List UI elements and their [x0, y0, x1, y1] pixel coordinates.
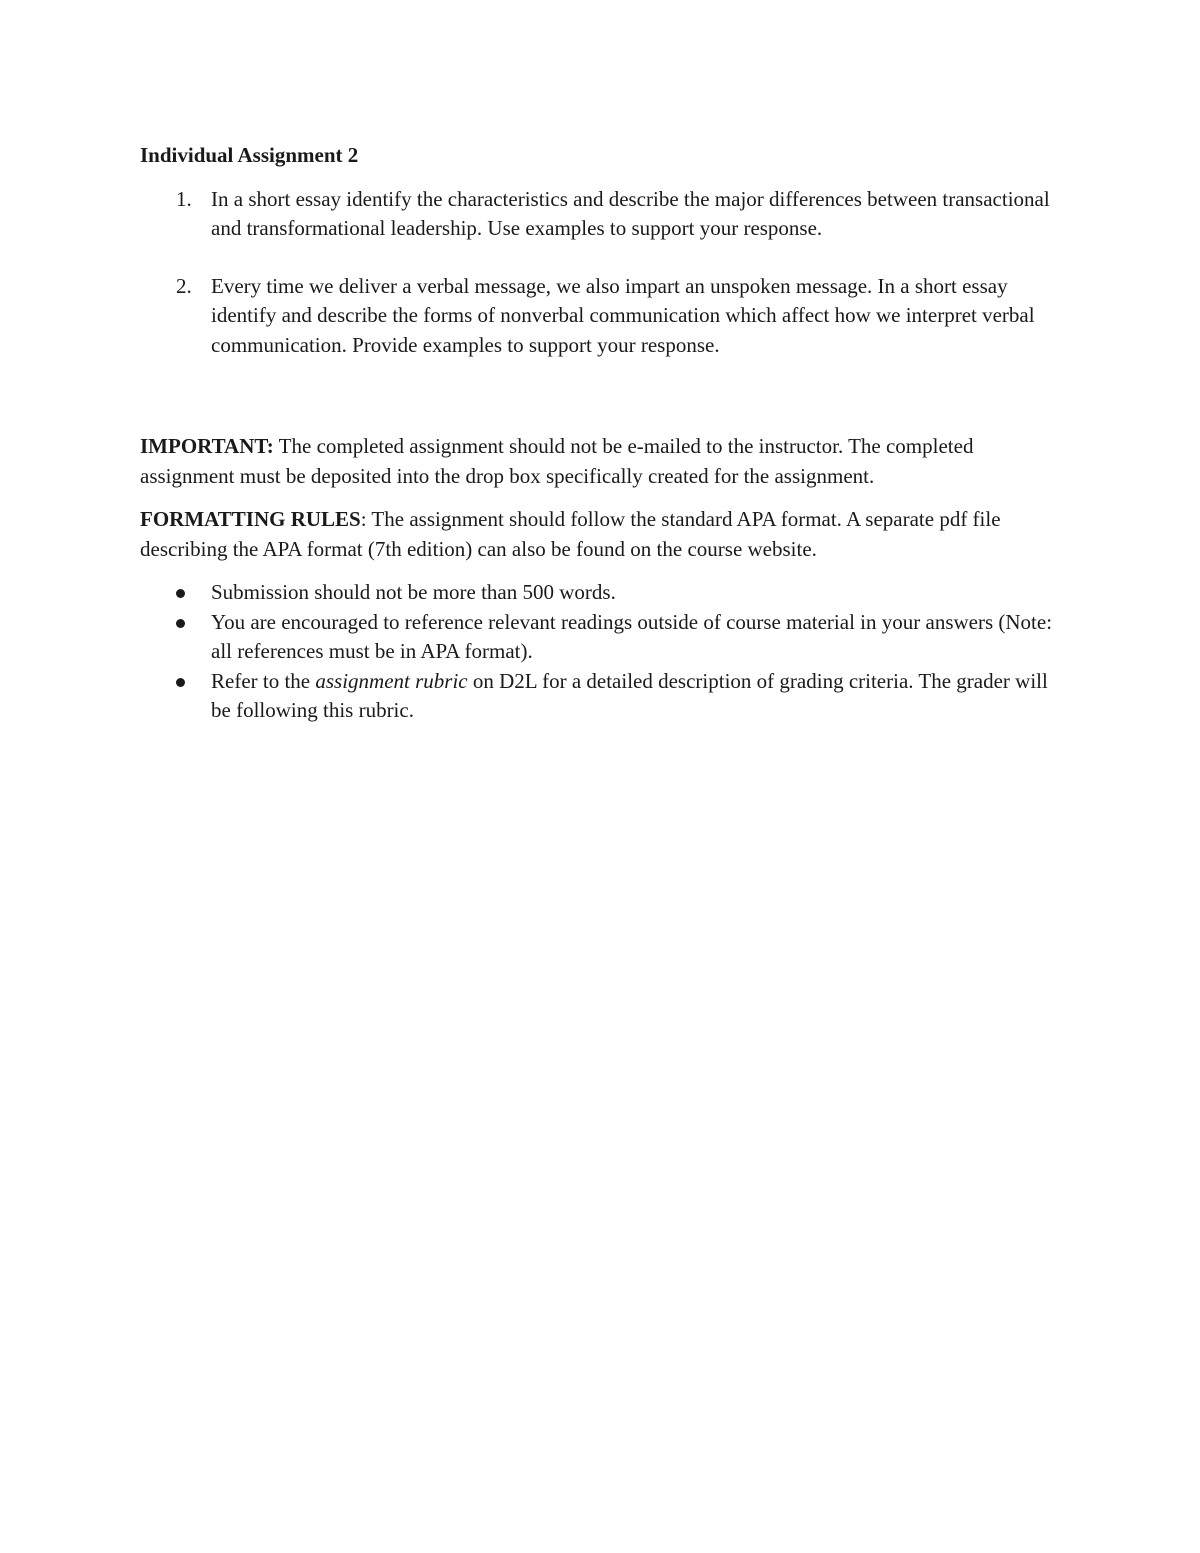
rule-text-before: Refer to the [211, 668, 316, 693]
rubric-emphasis: assignment rubric [315, 668, 468, 693]
question-text: Every time we deliver a verbal message, we also impart an unspoken message. In a short essay identify and describe the forms of nonverbal communication which affect how we interpret verbal communication. Provide examples to support your response. [211, 273, 1035, 357]
rule-item [140, 608, 1070, 667]
rule-text: Submission should not be more than 500 words. [211, 580, 616, 604]
question-item [140, 185, 1070, 244]
bullet-icon [176, 678, 185, 687]
rules-list [140, 578, 1070, 726]
question-number: 1. [176, 186, 192, 211]
rule-item [140, 578, 1070, 608]
rule-text-after: on D2L for a detailed description of grading criteria. The grader will be following this rubric. [211, 668, 1048, 722]
formatting-rules-paragraph [140, 505, 1070, 564]
document-title: Individual Assignment 2 [140, 143, 359, 167]
question-number: 2. [176, 273, 192, 298]
rule-text: You are encouraged to reference relevant readings outside of course material in your answers (Note: all references must be in APA format). [211, 609, 1053, 663]
question-item [140, 272, 1070, 361]
bullet-icon [176, 589, 185, 598]
section-spacer [140, 388, 1070, 432]
important-text: The completed assignment should not be e-mailed to the instructor. The completed assignment must be deposited into the drop box specifically created for the assignment. [140, 434, 974, 488]
important-label: IMPORTANT: [140, 434, 274, 458]
formatting-text: : The assignment should follow the standard APA format. A separate pdf file describing the APA format (7th edition) can also be found on the course website. [140, 507, 1001, 561]
formatting-label: FORMATTING RULES [140, 507, 361, 531]
important-notice [140, 432, 1070, 491]
bullet-icon [176, 619, 185, 628]
questions-list [140, 185, 1070, 361]
document-page [140, 141, 1070, 726]
question-text: In a short essay identify the characteristics and describe the major differences between transactional and transformational leadership. Use examples to support your response. [211, 186, 1050, 240]
rule-item [140, 667, 1070, 726]
